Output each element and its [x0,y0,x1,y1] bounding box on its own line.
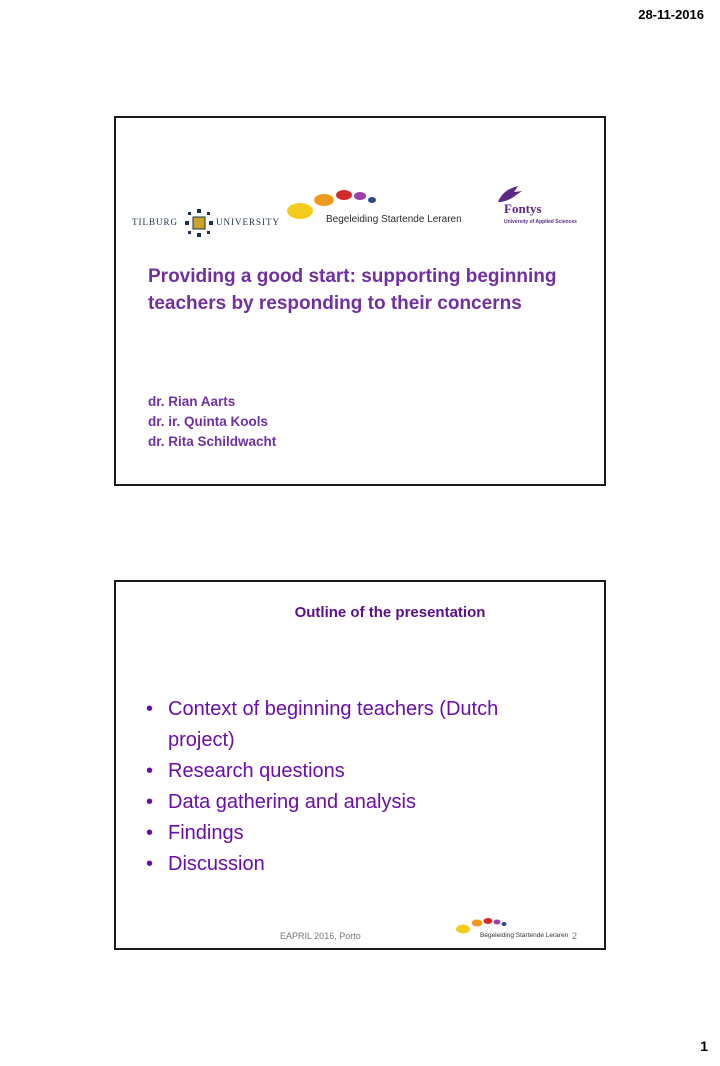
bullet-text: Research questions [168,760,345,782]
slide-footer-text: EAPRIL 2016, Porto [280,931,361,941]
footer-bsl-logo [456,916,569,940]
author-item: dr. ir. Quinta Kools [148,414,269,429]
fontys-subtitle: University of Applied Sciences [504,219,577,225]
bullet-text: Discussion [168,853,265,875]
fontys-name: Fontys [504,201,542,216]
bullet-dot-icon: • [146,760,154,782]
bullet-text: Context of beginning teachers (Dutch project) [168,698,499,751]
slide-1 [114,116,606,486]
page-number: 1 [700,1038,708,1054]
author-list [148,392,276,452]
author-item: dr. Rita Schildwacht [148,434,277,449]
bsl-logo-text: Begeleiding Startende Leraren [326,214,462,225]
bullet-dot-icon: • [146,698,154,720]
author-item: dr. Rian Aarts [148,394,236,409]
footer-bsl-text: Begeleiding Startende Leraren [480,932,569,939]
slide-1-title: Providing a good start: supporting beginning teachers by responding to their concerns [148,266,557,314]
fontys-logo [492,184,592,230]
slide-number: 2 [572,931,578,941]
bullet-item [144,818,564,849]
bullet-text: Data gathering and analysis [168,791,416,813]
tilburg-logo-left-text: TILBURG [132,217,178,227]
bsl-logo [286,186,486,230]
bullet-dot-icon: • [146,822,154,844]
bullet-dot-icon: • [146,853,154,875]
slide-2-title: Outline of the presentation [294,604,486,621]
bullet-item [144,756,564,787]
bullet-item [144,694,564,756]
slide-2 [114,580,606,950]
bullet-dot-icon: • [146,791,154,813]
outline-bullet-list [144,694,564,880]
header-date: 28-11-2016 [638,7,704,22]
bullet-item [144,787,564,818]
tilburg-emblem-icon [184,208,214,238]
bullet-text: Findings [168,822,244,844]
tilburg-university-logo [132,208,284,238]
bullet-item [144,849,564,880]
tilburg-logo-right-text: UNIVERSITY [216,217,280,227]
